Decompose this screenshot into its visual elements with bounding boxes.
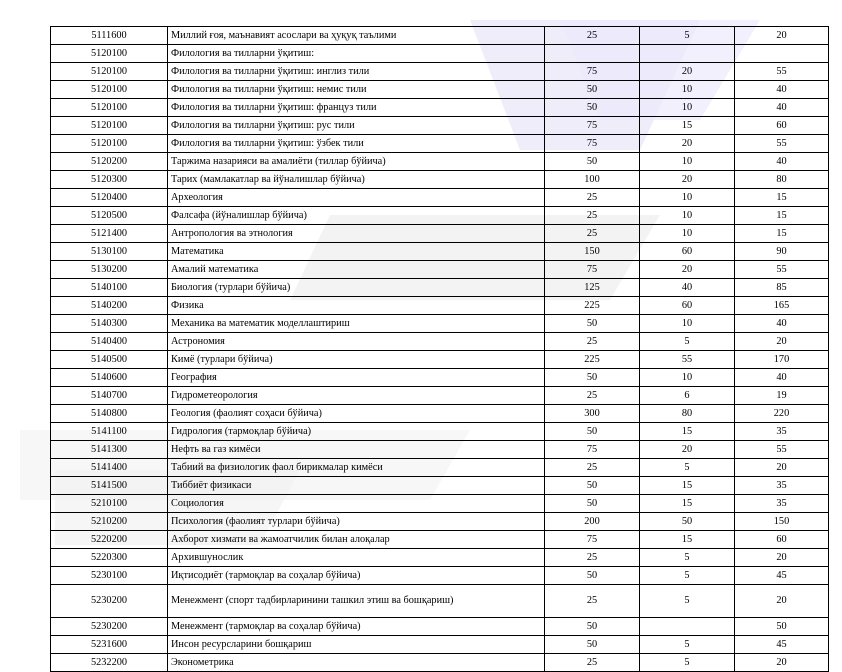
cell-name: Математика (168, 243, 545, 261)
cell-total: 50 (545, 423, 640, 441)
cell-grant: 60 (640, 243, 735, 261)
cell-grant: 5 (640, 585, 735, 618)
table-row (51, 459, 829, 477)
cell-contract: 40 (735, 153, 829, 171)
cell-grant: 15 (640, 423, 735, 441)
cell-total: 50 (545, 81, 640, 99)
cell-contract: 40 (735, 315, 829, 333)
cell-total: 25 (545, 549, 640, 567)
cell-contract: 165 (735, 297, 829, 315)
cell-code: 5120200 (51, 153, 168, 171)
cell-code: 5120100 (51, 63, 168, 81)
cell-contract: 90 (735, 243, 829, 261)
cell-name: Физика (168, 297, 545, 315)
cell-contract: 20 (735, 654, 829, 672)
cell-contract: 45 (735, 636, 829, 654)
cell-code: 5141100 (51, 423, 168, 441)
cell-code: 5210100 (51, 495, 168, 513)
cell-contract: 60 (735, 117, 829, 135)
table-row (51, 135, 829, 153)
cell-grant: 20 (640, 261, 735, 279)
cell-grant: 20 (640, 63, 735, 81)
table-row (51, 549, 829, 567)
cell-contract: 40 (735, 369, 829, 387)
cell-grant: 10 (640, 99, 735, 117)
cell-name: Менежмент (спорт тадбирларинини ташкил этиш ва бошқариш) (168, 585, 545, 618)
cell-code: 5141400 (51, 459, 168, 477)
cell-name: Амалий математика (168, 261, 545, 279)
cell-total: 150 (545, 243, 640, 261)
table-row (51, 261, 829, 279)
cell-total: 300 (545, 405, 640, 423)
cell-grant: 10 (640, 315, 735, 333)
table-row (51, 243, 829, 261)
cell-name: Гидрометеорология (168, 387, 545, 405)
cell-contract: 55 (735, 63, 829, 81)
cell-grant: 15 (640, 495, 735, 513)
cell-code: 5140600 (51, 369, 168, 387)
cell-grant: 5 (640, 459, 735, 477)
cell-total: 50 (545, 369, 640, 387)
cell-total: 125 (545, 279, 640, 297)
cell-total: 100 (545, 171, 640, 189)
table-row (51, 387, 829, 405)
table-row (51, 618, 829, 636)
table-row (51, 351, 829, 369)
table-row (51, 279, 829, 297)
cell-grant: 60 (640, 297, 735, 315)
table-row (51, 441, 829, 459)
cell-name: Геология (фаолият соҳаси бўйича) (168, 405, 545, 423)
cell-total: 50 (545, 99, 640, 117)
cell-total: 75 (545, 63, 640, 81)
cell-contract: 35 (735, 423, 829, 441)
cell-grant: 55 (640, 351, 735, 369)
cell-contract: 40 (735, 81, 829, 99)
cell-contract: 19 (735, 387, 829, 405)
cell-code: 5120500 (51, 207, 168, 225)
table-row (51, 45, 829, 63)
cell-code: 5140800 (51, 405, 168, 423)
cell-name: Инсон ресурсларини бошқариш (168, 636, 545, 654)
cell-code: 5230200 (51, 618, 168, 636)
cell-total: 25 (545, 189, 640, 207)
cell-code: 5141500 (51, 477, 168, 495)
cell-grant: 80 (640, 405, 735, 423)
cell-total: 75 (545, 135, 640, 153)
cell-grant (640, 618, 735, 636)
cell-name: Психология (фаолият турлари бўйича) (168, 513, 545, 531)
cell-code: 5120100 (51, 99, 168, 117)
table-row (51, 315, 829, 333)
cell-total: 25 (545, 459, 640, 477)
cell-name: Менежмент (тармоқлар ва соҳалар бўйича) (168, 618, 545, 636)
cell-total: 200 (545, 513, 640, 531)
cell-total: 25 (545, 27, 640, 45)
table-row (51, 369, 829, 387)
cell-total: 50 (545, 153, 640, 171)
cell-name: Гидрология (тармоқлар бўйича) (168, 423, 545, 441)
cell-contract: 40 (735, 99, 829, 117)
cell-grant: 15 (640, 531, 735, 549)
cell-name: Филология ва тилларни ўқитиш: ўзбек тили (168, 135, 545, 153)
cell-contract: 60 (735, 531, 829, 549)
cell-code: 5220200 (51, 531, 168, 549)
cell-name: Тарих (мамлакатлар ва йўналишлар бўйича) (168, 171, 545, 189)
cell-code: 5120100 (51, 45, 168, 63)
cell-grant: 15 (640, 117, 735, 135)
cell-name: Табиий ва физиологик фаол бирикмалар кимёси (168, 459, 545, 477)
cell-name: Кимё (турлари бўйича) (168, 351, 545, 369)
cell-name: Филология ва тилларни ўқитиш: француз тили (168, 99, 545, 117)
cell-code: 5140400 (51, 333, 168, 351)
cell-contract: 15 (735, 225, 829, 243)
cell-total: 50 (545, 315, 640, 333)
cell-grant: 10 (640, 207, 735, 225)
cell-name: Тиббиёт физикаси (168, 477, 545, 495)
cell-total: 25 (545, 207, 640, 225)
cell-code: 5140500 (51, 351, 168, 369)
table-row (51, 405, 829, 423)
cell-name: Ахборот хизмати ва жамоатчилик билан алоқалар (168, 531, 545, 549)
cell-code: 5120100 (51, 117, 168, 135)
cell-name: Иқтисодиёт (тармоқлар ва соҳалар бўйича) (168, 567, 545, 585)
table-row (51, 495, 829, 513)
table-row (51, 423, 829, 441)
table-row (51, 153, 829, 171)
cell-name: Нефть ва газ кимёси (168, 441, 545, 459)
cell-name: Археология (168, 189, 545, 207)
table-row (51, 81, 829, 99)
cell-code: 5130200 (51, 261, 168, 279)
cell-code: 5231600 (51, 636, 168, 654)
cell-code: 5232200 (51, 654, 168, 672)
cell-name: Филология ва тилларни ўқитиш: рус тили (168, 117, 545, 135)
cell-contract: 55 (735, 135, 829, 153)
table-row (51, 171, 829, 189)
cell-name: Миллий ғоя, маънавият асослари ва ҳуқуқ таълими (168, 27, 545, 45)
cell-total: 50 (545, 618, 640, 636)
cell-grant: 20 (640, 135, 735, 153)
cell-name: Таржима назарияси ва амалиёти (тиллар бўйича) (168, 153, 545, 171)
table-row (51, 513, 829, 531)
cell-total: 25 (545, 225, 640, 243)
cell-grant: 20 (640, 171, 735, 189)
cell-name: Антропология ва этнология (168, 225, 545, 243)
cell-code: 5230200 (51, 585, 168, 618)
cell-contract: 20 (735, 549, 829, 567)
cell-code: 5140100 (51, 279, 168, 297)
cell-total: 50 (545, 636, 640, 654)
cell-grant: 5 (640, 549, 735, 567)
cell-name: Эконометрика (168, 654, 545, 672)
cell-name: Филология ва тилларни ўқитиш: (168, 45, 545, 63)
cell-code: 5111600 (51, 27, 168, 45)
cell-code: 5210200 (51, 513, 168, 531)
table-row (51, 99, 829, 117)
cell-grant: 5 (640, 27, 735, 45)
table-row (51, 477, 829, 495)
cell-contract: 15 (735, 207, 829, 225)
cell-name: География (168, 369, 545, 387)
cell-name: Филология ва тилларни ўқитиш: инглиз тили (168, 63, 545, 81)
cell-code: 5130100 (51, 243, 168, 261)
cell-name: Механика ва математик моделлаштириш (168, 315, 545, 333)
cell-grant: 10 (640, 153, 735, 171)
cell-contract: 15 (735, 189, 829, 207)
cell-total: 75 (545, 117, 640, 135)
cell-total: 50 (545, 495, 640, 513)
cell-contract: 35 (735, 495, 829, 513)
cell-grant: 50 (640, 513, 735, 531)
cell-total: 225 (545, 351, 640, 369)
cell-name: Архившунослик (168, 549, 545, 567)
cell-total: 50 (545, 567, 640, 585)
cell-total: 25 (545, 333, 640, 351)
cell-contract: 20 (735, 459, 829, 477)
cell-code: 5230100 (51, 567, 168, 585)
cell-total: 50 (545, 477, 640, 495)
cell-grant: 20 (640, 441, 735, 459)
cell-code: 5120400 (51, 189, 168, 207)
cell-grant: 15 (640, 477, 735, 495)
cell-contract: 35 (735, 477, 829, 495)
cell-total: 25 (545, 654, 640, 672)
table-row (51, 225, 829, 243)
cell-grant: 10 (640, 225, 735, 243)
cell-name: Филология ва тилларни ўқитиш: немис тили (168, 81, 545, 99)
specialties-table (50, 26, 829, 672)
table-row (51, 654, 829, 672)
cell-total: 75 (545, 531, 640, 549)
cell-contract: 80 (735, 171, 829, 189)
cell-code: 5121400 (51, 225, 168, 243)
cell-total: 225 (545, 297, 640, 315)
cell-contract: 45 (735, 567, 829, 585)
cell-name: Социология (168, 495, 545, 513)
table-body (51, 27, 829, 672)
cell-code: 5140300 (51, 315, 168, 333)
cell-contract: 20 (735, 333, 829, 351)
cell-grant: 5 (640, 567, 735, 585)
cell-contract: 150 (735, 513, 829, 531)
cell-contract: 55 (735, 441, 829, 459)
cell-code: 5140200 (51, 297, 168, 315)
cell-name: Фалсафа (йўналишлар бўйича) (168, 207, 545, 225)
table-row (51, 27, 829, 45)
cell-code: 5140700 (51, 387, 168, 405)
cell-grant: 5 (640, 333, 735, 351)
cell-code: 5120100 (51, 81, 168, 99)
cell-contract: 170 (735, 351, 829, 369)
cell-grant: 10 (640, 369, 735, 387)
table-row (51, 63, 829, 81)
table-row (51, 189, 829, 207)
cell-total: 75 (545, 261, 640, 279)
cell-grant: 5 (640, 636, 735, 654)
cell-contract: 220 (735, 405, 829, 423)
cell-grant: 5 (640, 654, 735, 672)
cell-contract: 20 (735, 585, 829, 618)
cell-grant: 40 (640, 279, 735, 297)
table-row (51, 585, 829, 618)
cell-grant: 10 (640, 189, 735, 207)
table-row (51, 636, 829, 654)
cell-contract: 20 (735, 27, 829, 45)
cell-contract: 85 (735, 279, 829, 297)
cell-grant: 6 (640, 387, 735, 405)
cell-contract (735, 45, 829, 63)
cell-name: Астрономия (168, 333, 545, 351)
cell-grant: 10 (640, 81, 735, 99)
cell-name: Биология (турлари бўйича) (168, 279, 545, 297)
table-row (51, 567, 829, 585)
cell-code: 5141300 (51, 441, 168, 459)
cell-contract: 50 (735, 618, 829, 636)
cell-code: 5120300 (51, 171, 168, 189)
table-row (51, 297, 829, 315)
table-row (51, 207, 829, 225)
cell-code: 5120100 (51, 135, 168, 153)
cell-code: 5220300 (51, 549, 168, 567)
cell-total: 75 (545, 441, 640, 459)
table-row (51, 333, 829, 351)
cell-total: 25 (545, 585, 640, 618)
table-row (51, 531, 829, 549)
cell-contract: 55 (735, 261, 829, 279)
cell-grant (640, 45, 735, 63)
cell-total: 25 (545, 387, 640, 405)
cell-total (545, 45, 640, 63)
table-row (51, 117, 829, 135)
